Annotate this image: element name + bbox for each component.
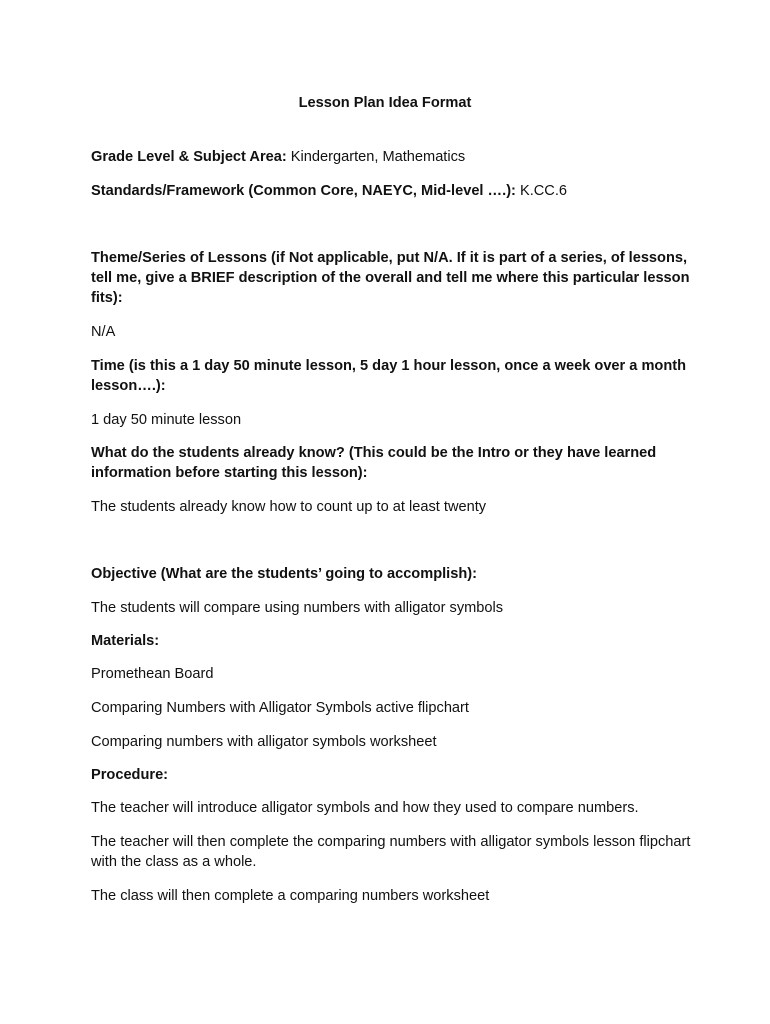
procedure-label: Procedure:: [91, 767, 169, 783]
materials-label: Materials:: [91, 633, 160, 649]
theme-value: N/A: [91, 324, 116, 340]
document-title: Lesson Plan Idea Format: [298, 95, 472, 111]
materials-item: Promethean Board: [91, 666, 214, 682]
objective-value: The students will compare using numbers with alligator symbols: [91, 600, 504, 616]
objective-label: Objective (What are the students’ going to accomplish):: [91, 566, 477, 582]
time-label: Time (is this a 1 day 50 minute lesson, 5 day 1 hour lesson, once a week over a month lesson….):: [91, 358, 687, 394]
standards-label: Standards/Framework (Common Core, NAEYC, Mid-level ….):: [91, 183, 516, 199]
theme-label: Theme/Series of Lessons (if Not applicable, put N/A. If it is part of a series, of lessons, tell me, give a BRIEF description of the overall and tell me where this particular lesson fits):: [91, 250, 690, 306]
grade-level-label: Grade Level & Subject Area:: [91, 149, 287, 165]
grade-level-line: [91, 147, 691, 167]
procedure-step: The teacher will then complete the comparing numbers with alligator symbols lesson flipchart with the class as a whole.: [91, 834, 691, 870]
standards-value: K.CC.6: [519, 183, 568, 199]
procedure-step: The teacher will introduce alligator symbols and how they used to compare numbers.: [91, 800, 639, 816]
materials-item: Comparing numbers with alligator symbols worksheet: [91, 734, 437, 750]
prior-knowledge-label: What do the students already know? (This could be the Intro or they have learned information before starting this lesson):: [91, 445, 657, 481]
time-value: 1 day 50 minute lesson: [91, 412, 242, 428]
materials-item: Comparing Numbers with Alligator Symbols active flipchart: [91, 700, 469, 716]
grade-level-value: Kindergarten, Mathematics: [290, 149, 466, 165]
prior-knowledge-value: The students already know how to count up to at least twenty: [91, 499, 487, 515]
procedure-step: The class will then complete a comparing numbers worksheet: [91, 888, 490, 904]
standards-line: [91, 181, 691, 201]
